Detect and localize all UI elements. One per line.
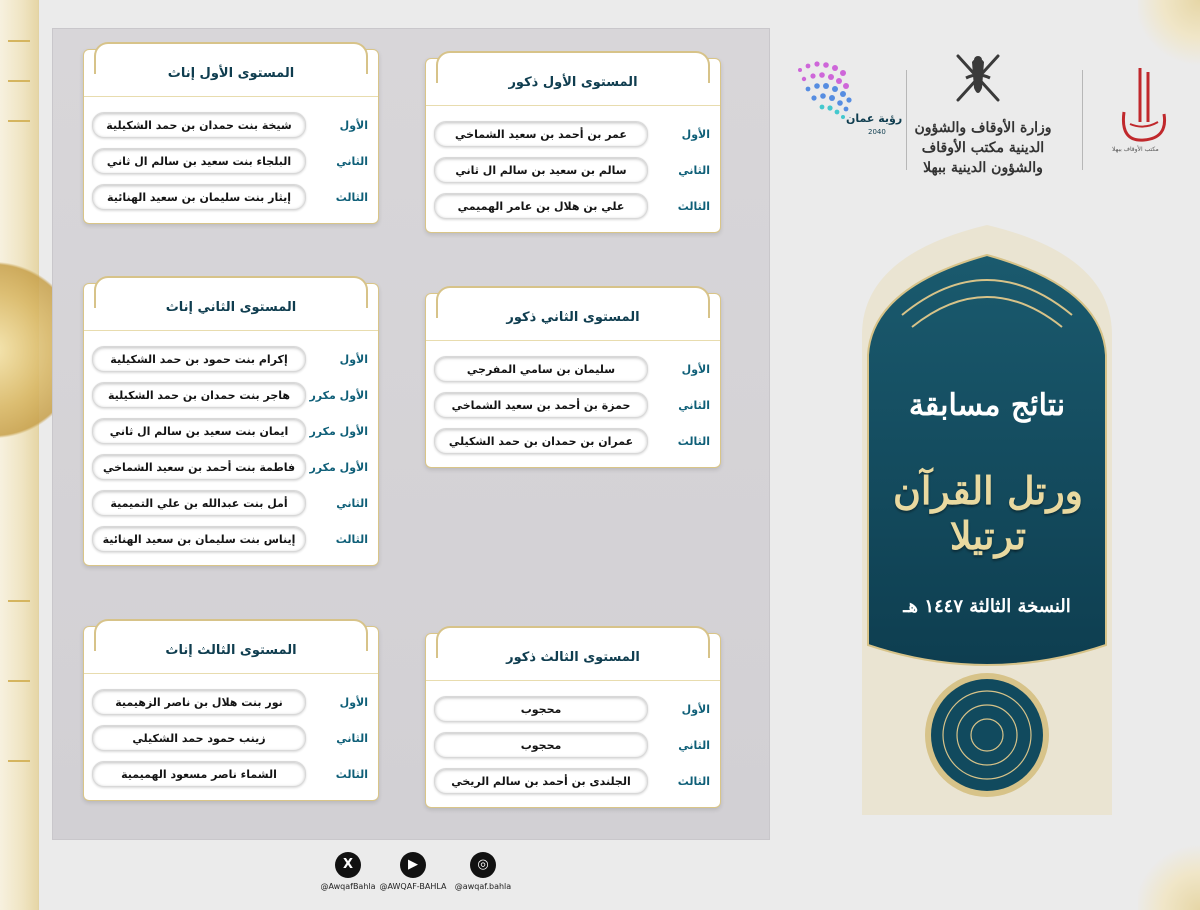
ornament-line <box>8 680 30 682</box>
card-title: المستوى الثالث ذكور <box>506 649 640 665</box>
rank-label: الأول <box>681 702 710 716</box>
rank-label: الثاني <box>336 731 368 745</box>
social-handle: @AWQAF-BAHLA <box>379 882 447 891</box>
rank-label: الثاني <box>678 163 710 177</box>
winner-name: شيخة بنت حمدان بن حمد الشكيلية <box>92 112 306 138</box>
winner-name: علي بن هلال بن عامر الهميمي <box>434 193 648 219</box>
result-row <box>92 449 370 485</box>
card-header <box>426 634 720 681</box>
result-row <box>92 143 370 179</box>
national-emblem-icon <box>950 48 1006 112</box>
winner-name: زينب حمود حمد الشكيلي <box>92 725 306 751</box>
youtube-icon: ▶ <box>400 852 426 878</box>
result-row <box>92 684 370 720</box>
result-row <box>434 387 712 423</box>
result-row <box>92 107 370 143</box>
card-title: المستوى الثاني ذكور <box>506 309 640 325</box>
rank-label: الأول <box>339 695 368 709</box>
result-row <box>434 727 712 763</box>
card-header <box>84 627 378 674</box>
bahla-subtitle: مكتب الأوقاف ببهلا <box>1112 146 1159 153</box>
quran-calligraphy: ورتل القرآن ترتيلا <box>892 468 1084 558</box>
rank-label: الثاني <box>678 738 710 752</box>
corner-ornament <box>1138 840 1200 910</box>
winner-name: ايمان بنت سعيد بن سالم ال ثاني <box>92 418 306 444</box>
vision-label: رؤية عمان <box>846 112 903 125</box>
social-handle: @AwqafBahla <box>320 882 376 891</box>
rank-label: الأول مكرر <box>309 424 368 438</box>
card-title: المستوى الثاني إناث <box>165 299 297 315</box>
winner-name: نور بنت هلال بن ناصر الزهيمية <box>92 689 306 715</box>
card-header <box>426 59 720 106</box>
logo-divider <box>906 70 907 170</box>
results-panel <box>52 28 770 840</box>
winner-name: حمزة بن أحمد بن سعيد الشماخي <box>434 392 648 418</box>
card-level2-male <box>425 293 721 468</box>
rank-label: الأول مكرر <box>309 460 368 474</box>
result-row <box>434 188 712 224</box>
winner-name: فاطمة بنت أحمد بن سعيد الشماخي <box>92 454 306 480</box>
result-row <box>92 485 370 521</box>
card-level1-female <box>83 49 379 224</box>
card-header <box>84 50 378 97</box>
winner-name: إكرام بنت حمود بن حمد الشكيلية <box>92 346 306 372</box>
result-row <box>434 763 712 799</box>
contest-title: نتائج مسابقة <box>908 388 1066 423</box>
card-title: المستوى الأول إناث <box>167 65 295 81</box>
result-row <box>92 413 370 449</box>
winner-name: البلجاء بنت سعيد بن سالم ال ثاني <box>92 148 306 174</box>
card-header <box>426 294 720 341</box>
winner-name: هاجر بنت حمدان بن حمد الشكيلية <box>92 382 306 408</box>
result-row <box>434 351 712 387</box>
card-level2-female <box>83 283 379 566</box>
rank-label: الثالث <box>335 532 368 546</box>
winner-name: إيناس بنت سليمان بن سعيد الهنائية <box>92 526 306 552</box>
result-row <box>92 720 370 756</box>
vision-year: 2040 <box>868 128 886 136</box>
social-handle: @awqaf.bahla <box>454 882 512 891</box>
rank-label: الأول <box>681 127 710 141</box>
card-title: المستوى الثالث إناث <box>165 642 297 658</box>
rank-label: الثاني <box>678 398 710 412</box>
social-instagram[interactable] <box>438 852 528 891</box>
instagram-icon: ◎ <box>470 852 496 878</box>
rank-label: الأول <box>681 362 710 376</box>
winner-name: الشماء ناصر مسعود الهميمية <box>92 761 306 787</box>
winner-name: سالم بن سعيد بن سالم ال ثاني <box>434 157 648 183</box>
result-row <box>434 116 712 152</box>
ornament-line <box>8 600 30 602</box>
ornament-line <box>8 760 30 762</box>
rank-label: الثالث <box>335 767 368 781</box>
card-level1-male <box>425 58 721 233</box>
card-level3-female <box>83 626 379 801</box>
result-row <box>92 521 370 557</box>
winner-name: سليمان بن سامي المفرجي <box>434 356 648 382</box>
rank-label: الثالث <box>677 199 710 213</box>
ornament-line <box>8 120 30 122</box>
winner-name: الجلندى بن أحمد بن سالم الريخي <box>434 768 648 794</box>
winner-name: محجوب <box>434 732 648 758</box>
result-row <box>92 179 370 215</box>
rank-label: الثالث <box>335 190 368 204</box>
result-row <box>92 377 370 413</box>
result-row <box>434 691 712 727</box>
oman-vision-logo <box>786 50 904 146</box>
result-row <box>92 756 370 792</box>
ornament-line <box>8 40 30 42</box>
winner-name: عمران بن حمدان بن حمد الشكيلي <box>434 428 648 454</box>
x-icon: X <box>335 852 361 878</box>
winner-name: إيثار بنت سليمان بن سعيد الهنائية <box>92 184 306 210</box>
rank-label: الثاني <box>336 154 368 168</box>
result-row <box>434 423 712 459</box>
winner-name: أمل بنت عبدالله بن علي التميمية <box>92 490 306 516</box>
rank-label: الثالث <box>677 774 710 788</box>
card-header <box>84 284 378 331</box>
winner-name: محجوب <box>434 696 648 722</box>
rank-label: الثالث <box>677 434 710 448</box>
left-decorative-strip <box>0 0 39 910</box>
rank-label: الأول <box>339 118 368 132</box>
ministry-name: وزارة الأوقاف والشؤون الدينية مكتب الأوقاف والشؤون الدينية ببهلا <box>914 120 1052 176</box>
card-title: المستوى الأول ذكور <box>508 74 638 90</box>
logo-divider <box>1082 70 1083 170</box>
result-row <box>434 152 712 188</box>
ornament-line <box>8 80 30 82</box>
rank-label: الأول <box>339 352 368 366</box>
rank-label: الثاني <box>336 496 368 510</box>
edition-label: النسخة الثالثة ١٤٤٧ هـ <box>903 596 1071 617</box>
corner-ornament <box>1138 0 1200 70</box>
rank-label: الأول مكرر <box>309 388 368 402</box>
card-level3-male <box>425 633 721 808</box>
result-row <box>92 341 370 377</box>
winner-name: عمر بن أحمد بن سعيد الشماخي <box>434 121 648 147</box>
